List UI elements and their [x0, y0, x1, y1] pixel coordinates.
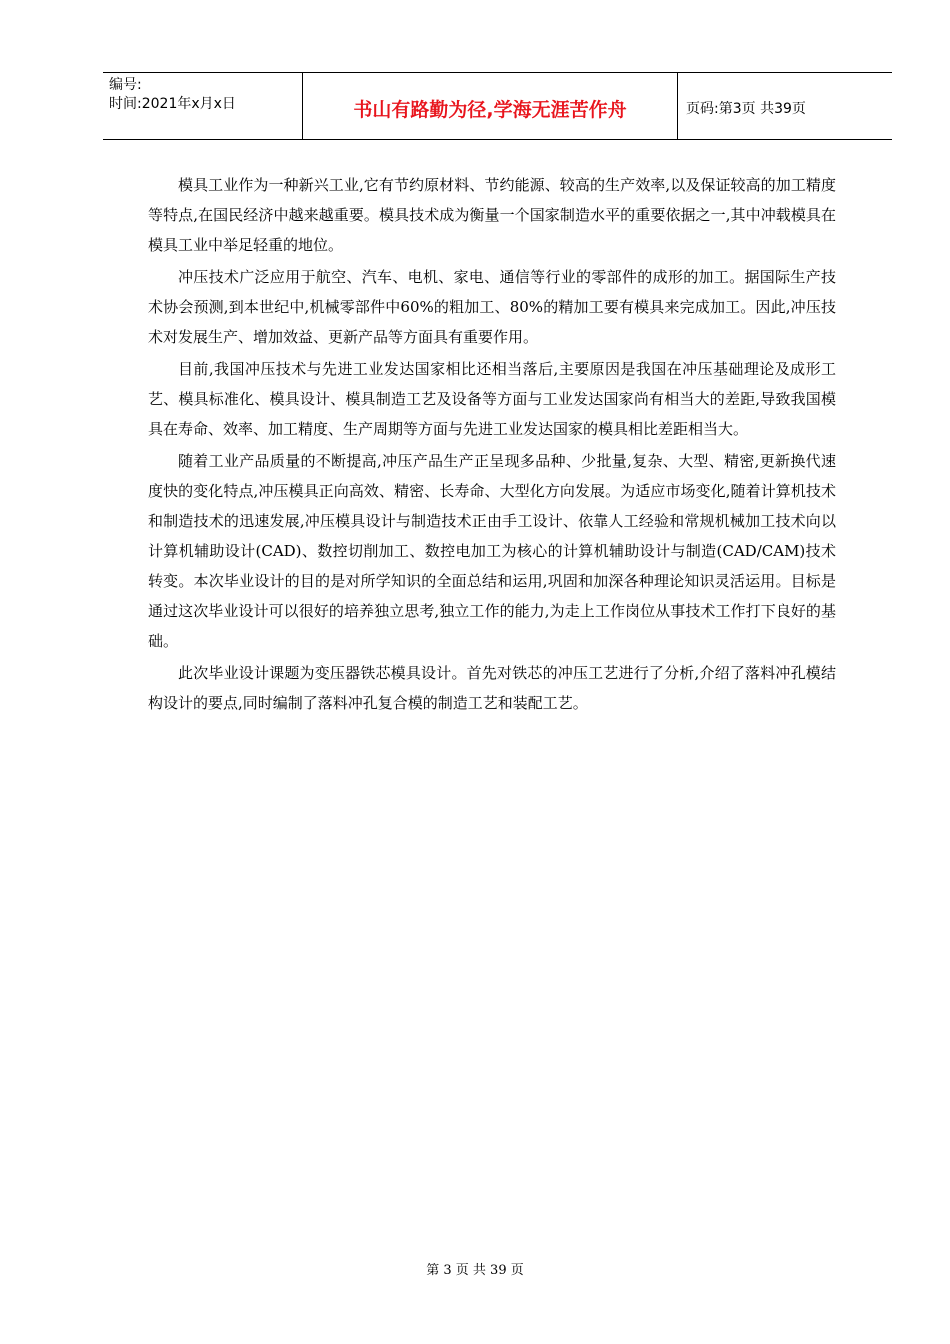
number-label: 编号:	[109, 77, 142, 93]
header-page-info	[678, 73, 892, 139]
page-footer	[0, 1259, 950, 1278]
page-info-text: 页码:第3页 共39页	[686, 101, 806, 117]
paragraph-5: 此次毕业设计课题为变压器铁芯模具设计。首先对铁芯的冲压工艺进行了分析,介绍了落料冲孔模结构设计的要点,同时编制了落料冲孔复合模的制造工艺和装配工艺。	[148, 664, 836, 712]
paragraph-1: 模具工业作为一种新兴工业,它有节约原材料、节约能源、较高的生产效率,以及保证较高的加工精度等特点,在国民经济中越来越重要。模具技术成为衡量一个国家制造水平的重要依据之一,其中冲载模具在模具工业中举足轻重的地位。	[148, 176, 836, 254]
paragraph-4: 随着工业产品质量的不断提高,冲压产品生产正呈现多品种、少批量,复杂、大型、精密,更新换代速度快的变化特点,冲压模具正向高效、精密、长寿命、大型化方向发展。为适应市场变化,随着计算机技术和制造技术的迅速发展,冲压模具设计与制造技术正由手工设计、依靠人工经验和常规机械加工技术向以计算机辅助设计(CAD)、数控切削加工、数控电加工为核心的计算机辅助设计与制造(CAD/CAM)技术转变。本次毕业设计的目的是对所学知识的全面总结和运用,巩固和加深各种理论知识灵活运用。目标是通过这次毕业设计可以很好的培养独立思考,独立工作的能力,为走上工作岗位从事技术工作打下良好的基础。	[148, 452, 836, 650]
header-slogan: 书山有路勤为径,学海无涯苦作舟	[303, 73, 678, 139]
paragraph-3: 目前,我国冲压技术与先进工业发达国家相比还相当落后,主要原因是我国在冲压基础理论及成形工艺、模具标准化、模具设计、模具制造工艺及设备等方面与工业发达国家尚有相当大的差距,导致我国模具在寿命、效率、加工精度、生产周期等方面与先进工业发达国家的模具相比差距相当大。	[148, 360, 836, 438]
header-meta	[103, 73, 303, 139]
footer-page-number: 第 3 页 共 39 页	[426, 1263, 524, 1278]
body-text	[148, 170, 836, 718]
time-label: 时间:2021年x月x日	[109, 96, 236, 112]
page-header	[103, 72, 892, 140]
paragraph-2: 冲压技术广泛应用于航空、汽车、电机、家电、通信等行业的零部件的成形的加工。据国际生产技术协会预测,到本世纪中,机械零部件中60%的粗加工、80%的精加工要有模具来完成加工。因此,冲压技术对发展生产、增加效益、更新产品等方面具有重要作用。	[148, 268, 836, 346]
